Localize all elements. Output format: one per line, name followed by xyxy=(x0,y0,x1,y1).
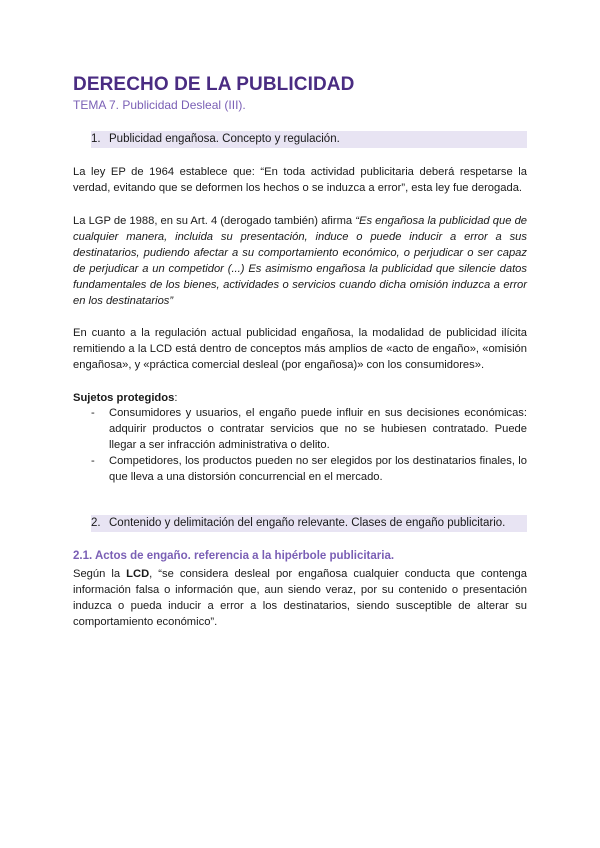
list-item: - Consumidores y usuarios, el engaño puede influir en sus decisiones económicas: adquirir productos o contratar servicios que no se hubiesen contratado. Puede llegar a ser infracción administrativa o delito. xyxy=(91,407,527,451)
subsection-2-1-heading: 2.1. Actos de engaño. referencia a la hipérbole publicitaria. xyxy=(73,550,395,562)
lgp-lead: La LGP de 1988, en su Art. 4 (derogado también) afirma xyxy=(73,215,356,227)
section-1-number: 1. xyxy=(91,133,101,145)
sujetos-heading: Sujetos protegidos: xyxy=(73,392,178,404)
lgp-quote: “Es engañosa la publicidad que de cualquier manera, incluida su presentación, induce o puede inducir a error a sus destinatarios, pudiendo afectar a su comportamiento económico, o perjudicar o ser capaz de perjudicar a un competidor (...) Es asimismo engañosa la publicidad que silencie datos fundamentales de los bienes, actividades o servicios cuando dicha omisión induzca a error en los destinatarios” xyxy=(73,215,528,307)
paragraph-ley-ep: La ley EP de 1964 establece que: “En toda actividad publicitaria deberá respetarse la verdad, evitando que se deformen los hechos o se induzca a error”, esta ley fue derogada. xyxy=(73,166,527,194)
paragraph-lgp xyxy=(73,213,527,309)
paragraph-regulacion-actual: En cuanto a la regulación actual publicidad engañosa, la modalidad de publicidad ilícita remitiendo a la LCD está dentro de conceptos más amplios de «acto de engaño», «omisión engañosa», y «práctica comercial desleal (por engañosa)» con los consumidores». xyxy=(73,327,527,371)
section-1-title: Publicidad engañosa. Concepto y regulación. xyxy=(109,133,340,145)
section-1-heading xyxy=(91,133,340,145)
document-title: DERECHO DE LA PUBLICIDAD xyxy=(73,74,355,95)
section-2-heading xyxy=(91,517,505,529)
section-2-title: Contenido y delimitación del engaño relevante. Clases de engaño publicitario. xyxy=(109,517,506,529)
document-subtitle: TEMA 7. Publicidad Desleal (III). xyxy=(73,98,246,112)
list-item: - Competidores, los productos pueden no ser elegidos por los destinatarios finales, lo que lleva a una distorsión concurrencial en el mercado. xyxy=(91,455,527,483)
section-2-number: 2. xyxy=(91,517,101,529)
lcd-abbrev: LCD xyxy=(126,568,150,580)
sujetos-list xyxy=(73,405,527,485)
paragraph-lcd: Según la LCD, “se considera desleal por engañosa cualquier conducta que contenga información falsa o información que, aun siendo veraz, por su contenido o presentación induzca o pueda inducir a error a los destinatarios, siendo susceptible de alterar su comportamiento económico”. xyxy=(73,568,527,628)
